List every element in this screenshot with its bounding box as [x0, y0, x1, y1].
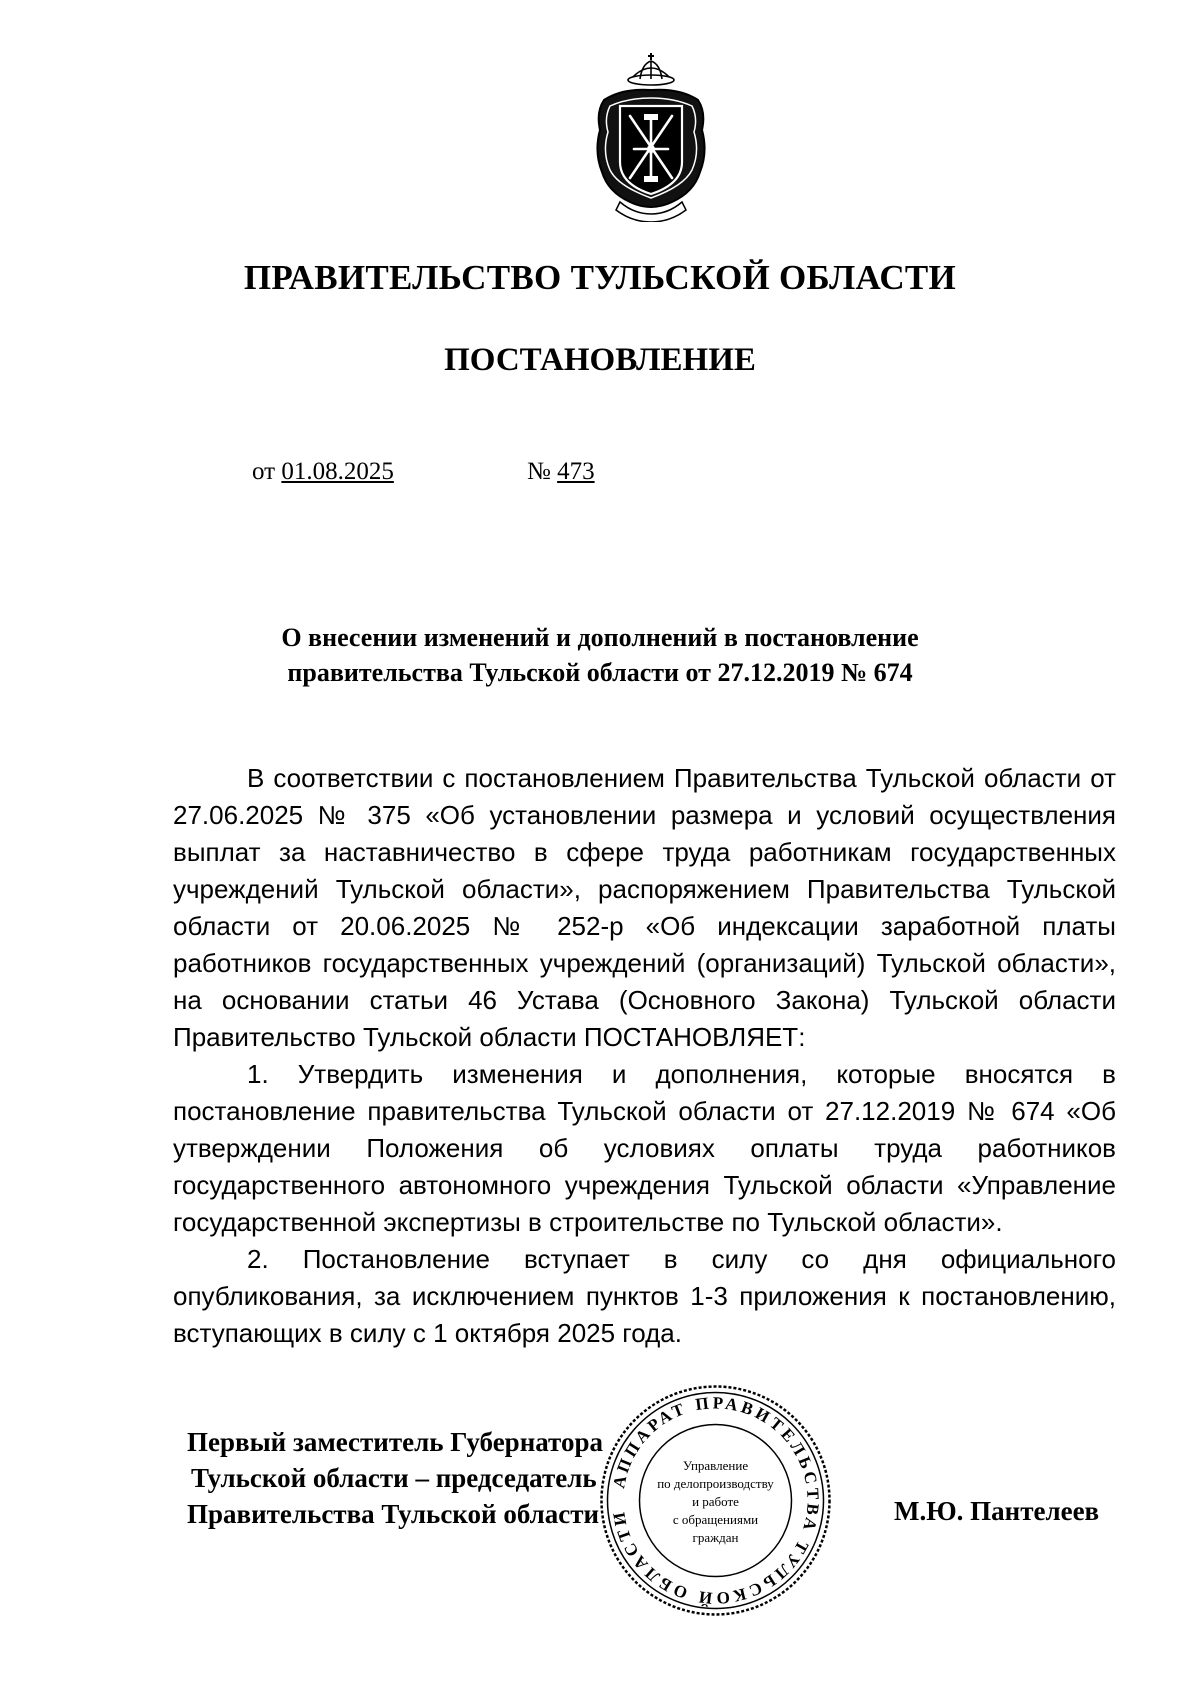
document-date: 01.08.2025: [281, 458, 394, 485]
tula-coat-of-arms-icon: [590, 52, 712, 222]
subject-line-1: О внесении изменений и дополнений в постановление: [281, 623, 919, 652]
svg-text:с обращениями: с обращениями: [672, 1512, 759, 1527]
government-title: ПРАВИТЕЛЬСТВО ТУЛЬСКОЙ ОБЛАСТИ: [243, 258, 957, 297]
date-field: [252, 458, 394, 486]
number-prefix: №: [527, 458, 551, 485]
signatory-name: М.Ю. Пантелеев: [894, 1496, 1100, 1526]
official-seal: [597, 1382, 834, 1619]
clause-2-paragraph: 2. Постановление вступает в силу со дня официального опубликования, за исключением пунктов 1-3 приложения к постановлению, вступающих в силу с 1 октября 2025 года.: [173, 1244, 1116, 1348]
svg-text:граждан: граждан: [692, 1530, 739, 1545]
position-line-3: Правительства Тульской области: [187, 1499, 600, 1529]
clause-1-paragraph: 1. Утвердить изменения и дополнения, которые вносятся в постановление правительства Тульской области от 27.12.2019 № 674 «Об утверждении Положения об условиях оплаты труда работников государственного автономного учреждения Тульской области «Управление государственной экспертизы в строительстве по Тульской области».: [173, 1059, 1116, 1237]
signatory-position: [187, 1424, 603, 1532]
date-prefix: от: [252, 458, 276, 485]
svg-text:по делопроизводству: по делопроизводству: [657, 1476, 774, 1491]
position-line-2: Тульской области – председатель: [191, 1463, 597, 1493]
svg-text:АППАРАТ ПРАВИТЕЛЬСТВА ТУЛЬСКОЙ: АППАРАТ ПРАВИТЕЛЬСТВА ТУЛЬСКОЙ ОБЛАСТИ: [608, 1393, 823, 1608]
svg-text:и работе: и работе: [692, 1494, 739, 1509]
document-subject: [150, 620, 1050, 690]
number-field: [527, 458, 595, 486]
svg-text:Управление: Управление: [682, 1458, 749, 1473]
position-line-1: Первый заместитель Губернатора: [187, 1427, 603, 1457]
document-number: 473: [557, 458, 595, 485]
subject-line-2: правительства Тульской области от 27.12.2019 № 674: [287, 658, 913, 687]
preamble-paragraph: В соответствии с постановлением Правительства Тульской области от 27.06.2025 № 375 «Об установлении размера и условий осуществления выплат за наставничество в сфере труда работникам государственных учреждений Тульской области», распоряжением Правительства Тульской области от 20.06.2025 № 252-р «Об индексации заработной платы работников государственных учреждений (организаций) Тульской области», на основании статьи 46 Устава (Основного Закона) Тульской области Правительство Тульской области ПОСТАНОВЛЯЕТ:: [173, 763, 1116, 1052]
document-type: ПОСТАНОВЛЕНИЕ: [444, 342, 756, 378]
document-body: [173, 760, 1116, 1352]
